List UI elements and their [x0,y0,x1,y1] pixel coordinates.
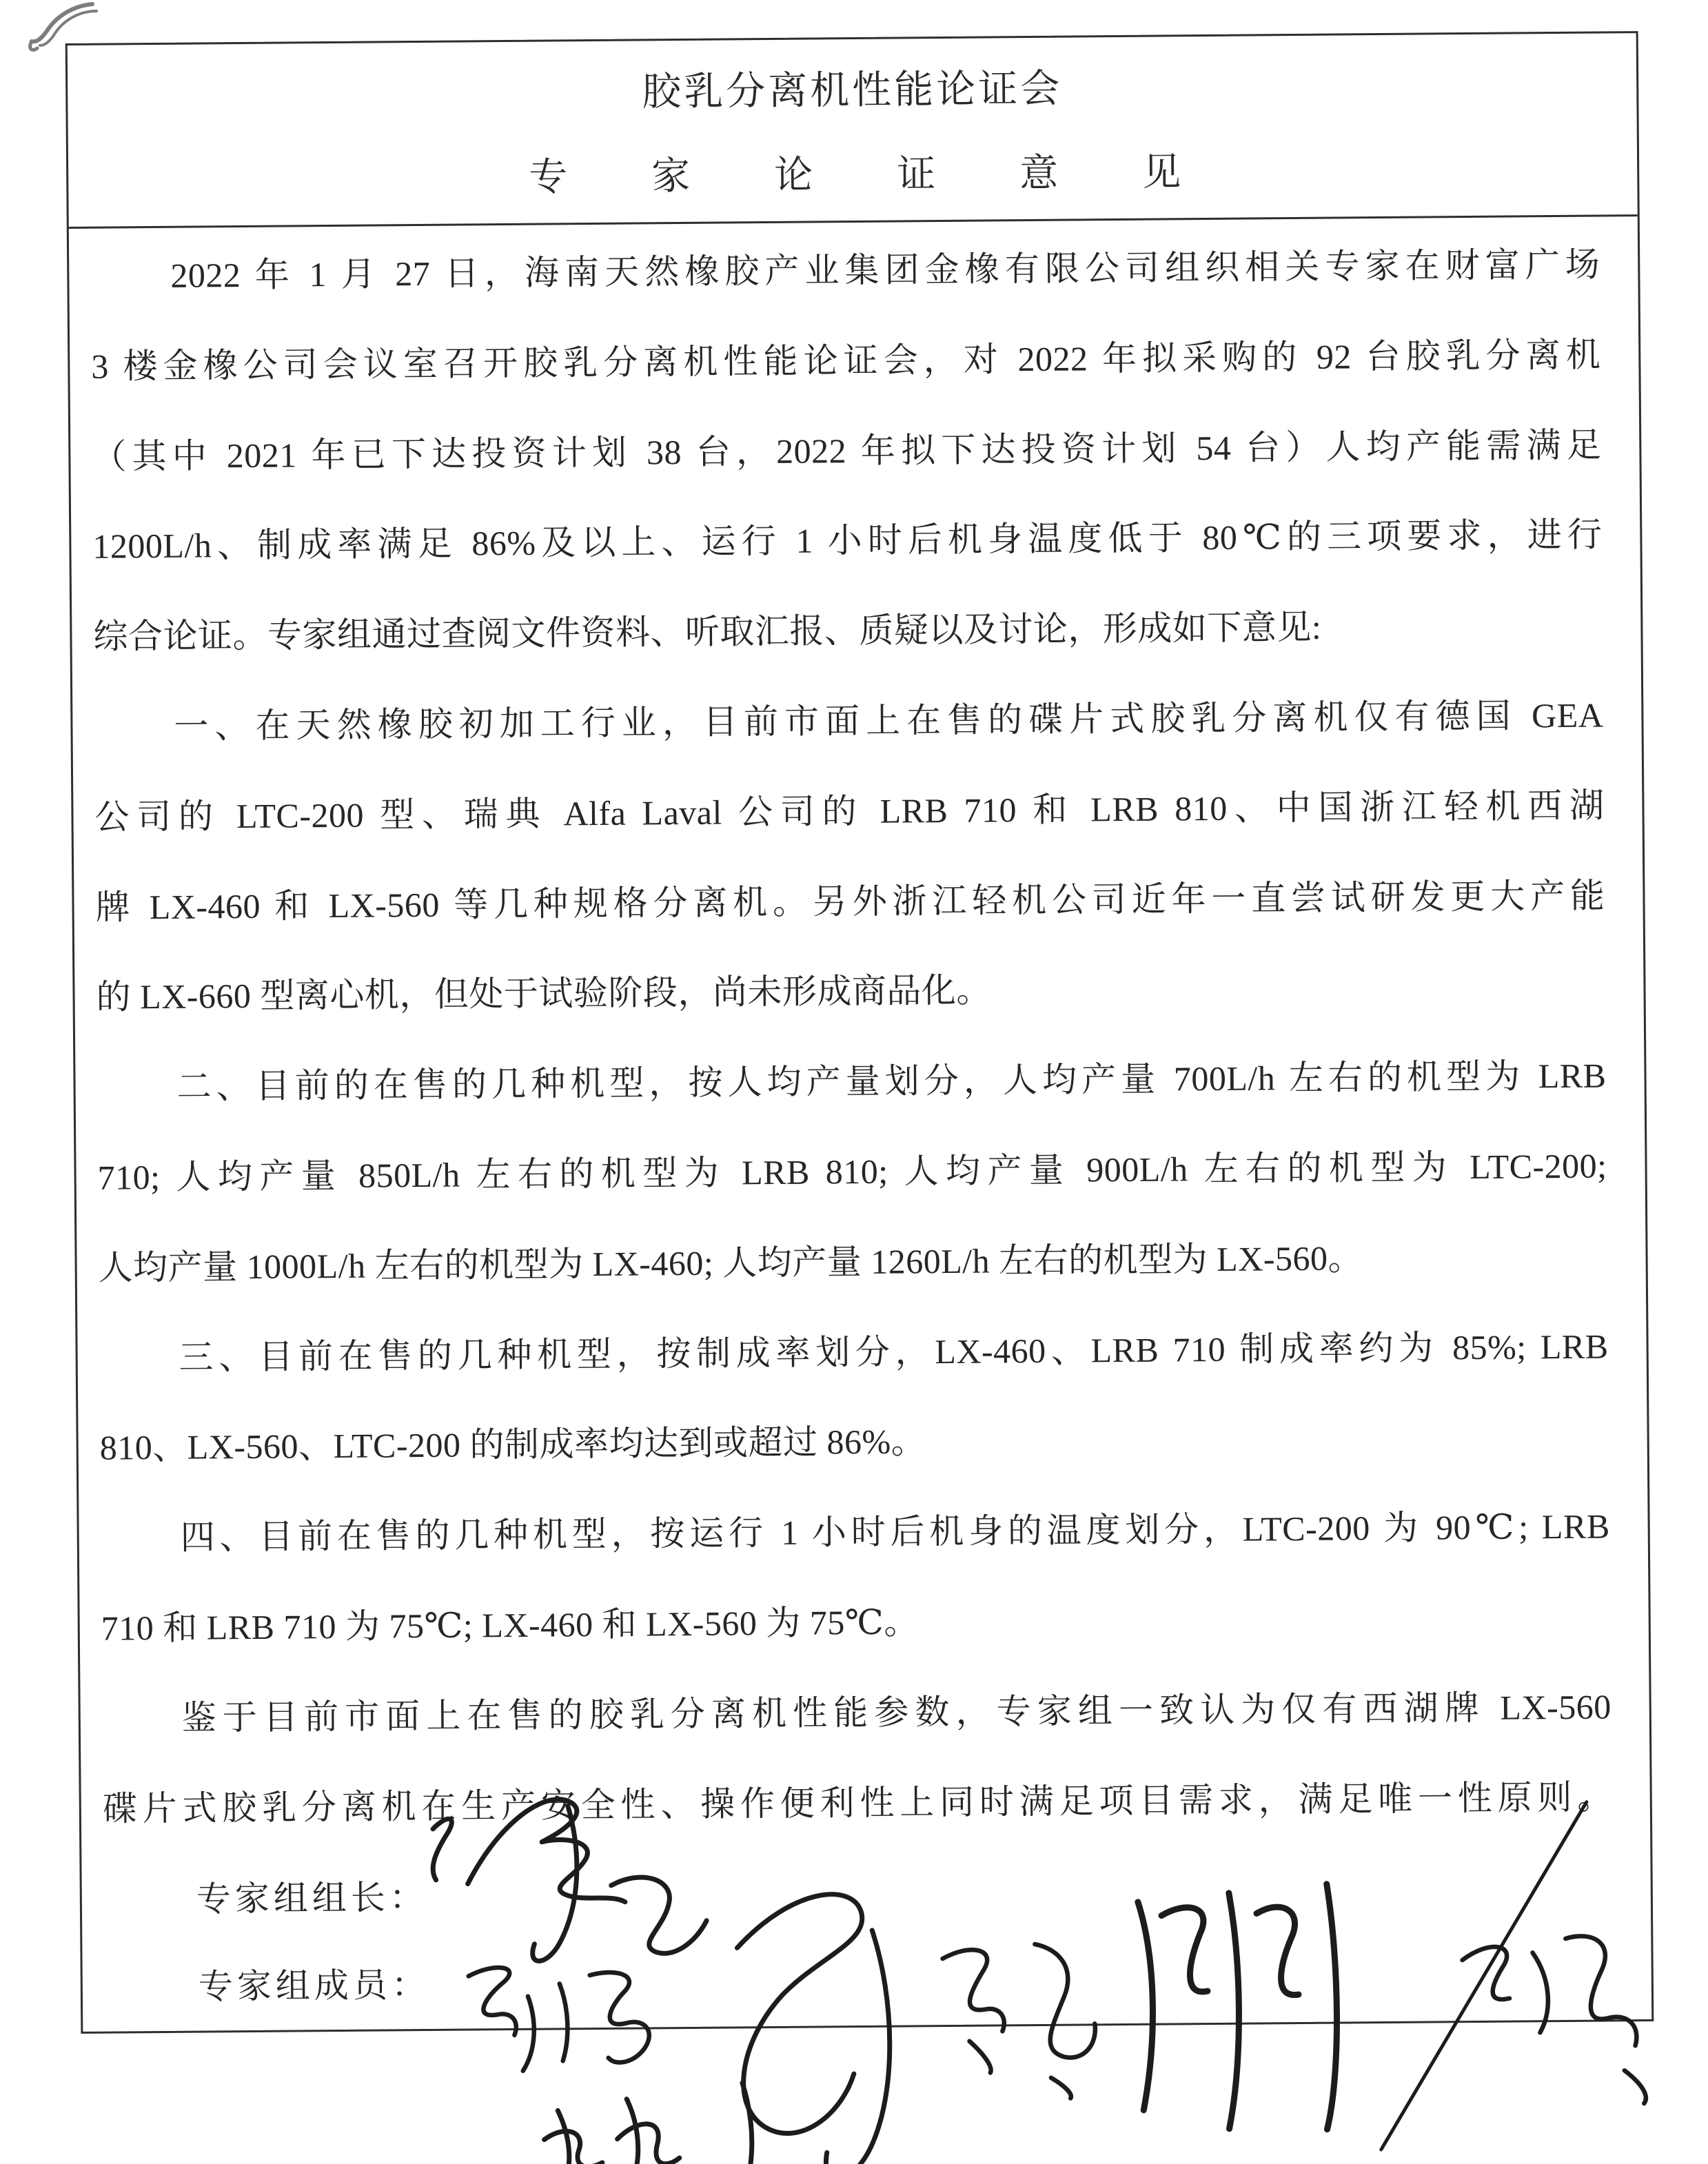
body-line: 公司的 LTC-200 型、瑞典 Alfa Laval 公司的 LRB 710 和 LRB 810、中国浙江轻机西湖 [94,786,1605,837]
body-line: 710; 人均产量 850L/h 左右的机型为 LRB 810; 人均产量 900L/h 左右的机型为 LTC-200; [97,1146,1607,1197]
member-signature-6 [544,2083,752,2164]
expert-group-leader-label: 专家组组长： [196,1877,429,1919]
body-line: 710 和 LRB 710 为 75℃; LX-460 和 LX-560 为 75℃。 [101,1602,919,1648]
document-border-frame [65,31,1654,2034]
body-line: 牌 LX-460 和 LX-560 等几种规格分离机。另外浙江轻机公司近年一直尝试研发更大产能 [95,876,1605,927]
member-signature-1 [469,1966,650,2071]
body-line: 三、目前在售的几种机型，按制成率划分，LX-460、LRB 710 制成率约为 85%; LRB [179,1327,1609,1377]
document-subtitle: 专家论证意见 [529,150,1265,199]
document-header [68,33,1638,229]
body-line: 四、目前在售的几种机型，按运行 1 小时后机身的温度划分，LTC-200 为 90℃; LRB [180,1507,1610,1557]
document-body [69,216,1650,1854]
body-line: 的 LX-660 型离心机，但处于试验阶段，尚未形成商品化。 [96,970,992,1017]
member-signature-5 [1379,1801,1647,2150]
body-line: 1200L/h、制成率满足 86%及以上、运行 1 小时后机身温度低于 80℃的三项要求，进行 [92,515,1603,566]
expert-group-members-label: 专家组成员： [198,1965,431,2006]
body-line: 3 楼金橡公司会议室召开胶乳分离机性能论证会，对 2022 年拟采购的 92 台胶乳分离机 [91,335,1601,386]
body-line: 综合论证。专家组通过查阅文件资料、听取汇报、质疑以及讨论，形成如下意见: [93,607,1322,656]
member-signature-3 [942,1943,1095,2099]
body-line: 2022 年 1 月 27 日，海南天然橡胶产业集团金橡有限公司组织相关专家在财富广场 [170,245,1600,295]
member-signature-4 [1138,1884,1338,2131]
body-line: 人均产量 1000L/h 左右的机型为 LX-460; 人均产量 1260L/h 左右的机型为 LX-560。 [98,1238,1363,1287]
body-line: 鉴于目前市面上在售的胶乳分离机性能参数，专家组一致认为仅有西湖牌 LX-560 [181,1687,1612,1737]
member-signature-2 [737,1894,891,2164]
document-title: 胶乳分离机性能论证会 [642,67,1063,114]
body-line: 810、LX-560、LTC-200 的制成率均达到或超过 86%。 [99,1422,926,1468]
body-line: 二、目前的在售的几种机型，按人均产量划分，人均产量 700L/h 左右的机型为 LRB [176,1056,1607,1106]
body-line: （其中 2021 年已下达投资计划 38 台，2022 年拟下达投资计划 54 台）人均产能需满足 [92,425,1602,476]
body-line: 碟片式胶乳分离机在生产安全性、操作便利性上同时满足项目需求，满足唯一性原则。 [102,1777,1612,1828]
body-line: 一、在天然橡胶初加工行业，目前市面上在售的碟片式胶乳分离机仅有德国 GEA [174,695,1604,746]
